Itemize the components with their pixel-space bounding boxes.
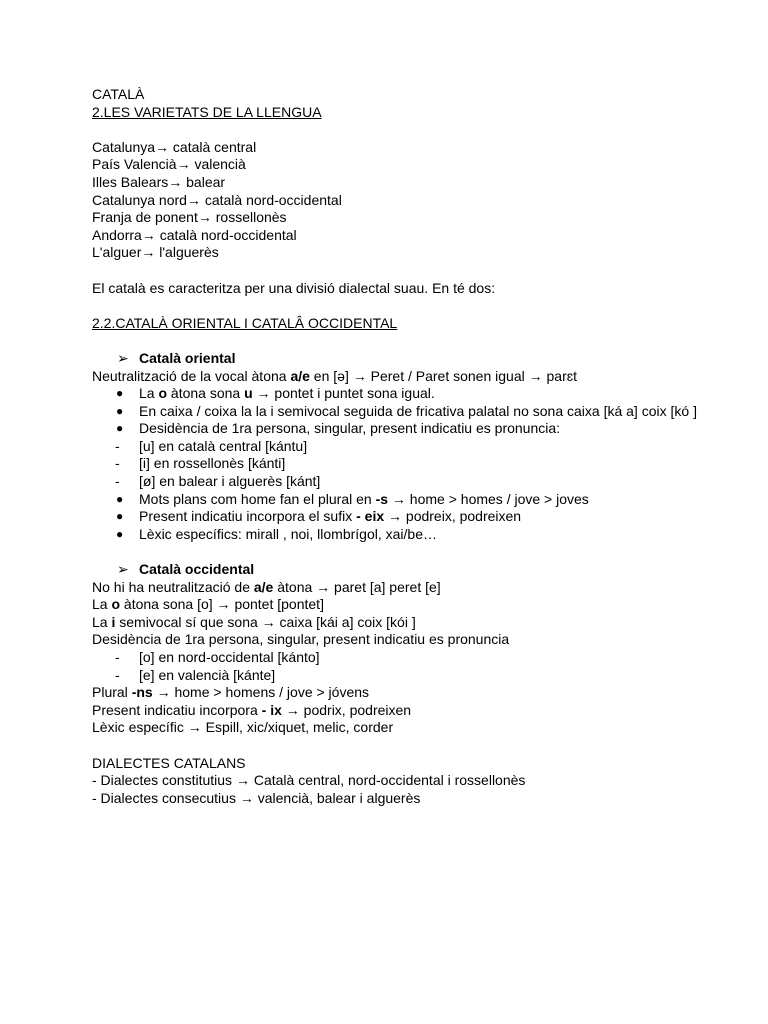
- occidental-line: [92, 702, 692, 720]
- dash-text: [e] en valencià [kánte]: [139, 666, 276, 683]
- bold-span: - eix: [356, 508, 385, 525]
- region-item: Catalunya nord→ català nord-occidental: [92, 191, 342, 208]
- bullet-item: [92, 403, 699, 421]
- spacer: [92, 543, 692, 561]
- text-span: àtona sona [o] → pontet [pontet]: [120, 596, 324, 613]
- text-span: Neutralització de la vocal àtona: [92, 367, 291, 384]
- text-span: → pontet i puntet sona igual.: [252, 385, 435, 402]
- bullet-item: [92, 420, 692, 438]
- region-item: Andorra→ català nord-occidental: [92, 226, 297, 243]
- bold-span: a/e: [290, 367, 310, 384]
- text-span: en [ə] → Peret / Paret sonen igual → parɛt: [309, 367, 578, 384]
- dialectes-heading: DIALECTES CATALANS: [92, 754, 246, 771]
- bullet-icon: ●: [116, 421, 124, 436]
- bullet-text: En caixa / coixa la la i semivocal seguida de fricativa palatal no sona caixa [ká a] coix [kó ]: [139, 402, 697, 419]
- bold-span: -ns: [131, 684, 153, 701]
- section-heading-varietats: 2.LES VARIETATS DE LA LLENGUA: [92, 103, 322, 120]
- text-span: àtona sona: [167, 385, 245, 402]
- section-heading-oriental-occidental: 2.2.CATALÀ ORIENTAL I CATALÂ OCCIDENTAL: [92, 314, 398, 331]
- bullet-text: [139, 491, 589, 509]
- bold-span: i: [111, 613, 116, 630]
- region-item: Franja de ponent→ rossellonès: [92, 209, 287, 226]
- region-item: L'alguer→ l'alguerès: [92, 244, 219, 261]
- bold-span: a/e: [253, 578, 274, 595]
- dash-item: [92, 473, 692, 491]
- dash-text: [i] en rossellonès [kánti]: [139, 455, 286, 472]
- spacer: [92, 737, 692, 755]
- bold-span: - ix: [261, 701, 282, 718]
- region-item: País Valencià→ valencià: [92, 156, 246, 173]
- bullet-item: [92, 526, 692, 544]
- dash-marker: -: [115, 437, 120, 454]
- bullet-text: Lèxic específics: mirall , noi, llombrígol, xai/be…: [139, 525, 437, 542]
- bullet-text: Desidència de 1ra persona, singular, present indicatiu es pronuncia:: [139, 420, 561, 437]
- dash-text: [u] en català central [kántu]: [139, 437, 308, 454]
- text-span: → home > homes / jove > joves: [388, 490, 589, 507]
- bold-span: o: [111, 596, 121, 613]
- spacer: [92, 297, 692, 315]
- dialectes-line: - Dialectes consecutius → valencià, balear i alguerès: [92, 789, 421, 806]
- bullet-text: [139, 385, 435, 403]
- text-span: → podrix, podreixen: [281, 701, 412, 718]
- bullet-icon: ●: [116, 509, 124, 524]
- dash-marker: -: [115, 666, 120, 683]
- text-span: semivocal sí que sona → caixa [kái a] coix [kói ]: [115, 613, 416, 630]
- text-span: Mots plans com home fan el plural en: [139, 490, 376, 507]
- bullet-item: [92, 508, 692, 526]
- bullet-icon: ●: [116, 491, 124, 506]
- occidental-line: [92, 614, 692, 632]
- subheading-oriental: [92, 350, 692, 368]
- dash-item: [92, 455, 692, 473]
- occidental-line: [92, 579, 692, 597]
- bullet-item: [92, 491, 692, 509]
- subheading-occidental-label: Català occidental: [139, 561, 255, 578]
- text-span: No hi ha neutralització de: [92, 578, 254, 595]
- occidental-line: [92, 596, 692, 614]
- dialectes-line: - Dialectes constitutius → Català central, nord-occidental i rossellonès: [92, 772, 526, 789]
- dash-item: [92, 667, 692, 685]
- occidental-line: Desidència de 1ra persona, singular, present indicatiu es pronuncia: [92, 631, 510, 648]
- dash-marker: -: [115, 649, 120, 665]
- text-span: → podreix, podreixen: [384, 508, 522, 525]
- bullet-icon: ●: [116, 386, 124, 401]
- document-title: CATALÀ: [92, 86, 145, 102]
- bold-span: u: [244, 385, 253, 402]
- bold-span: -s: [375, 490, 389, 507]
- region-item: Illes Balears→ balear: [92, 173, 226, 190]
- text-span: Plural: [92, 684, 132, 701]
- bullet-item: [92, 385, 692, 403]
- subheading-occidental: [92, 561, 692, 579]
- dash-marker: -: [115, 455, 120, 472]
- occidental-line: Lèxic específic → Espill, xic/xiquet, melic, corder: [92, 719, 394, 736]
- text-span: Present indicatiu incorpora el sufix: [139, 508, 357, 525]
- dash-item: [92, 649, 692, 667]
- dash-marker: -: [115, 473, 120, 490]
- text-span: La: [92, 596, 112, 613]
- regions-list: [92, 139, 692, 262]
- text-span: àtona → paret [a] peret [e]: [273, 578, 441, 595]
- region-item: Catalunya→ català central: [92, 138, 257, 155]
- document-page: [92, 86, 697, 807]
- text-span: La: [92, 613, 112, 630]
- text-span: → home > homens / jove > jóvens: [152, 684, 370, 701]
- arrow-bullet-icon: ➢: [117, 349, 129, 366]
- bold-span: o: [158, 385, 168, 402]
- occidental-line: [92, 684, 692, 702]
- bullet-icon: ●: [116, 526, 124, 541]
- arrow-bullet-icon: ➢: [117, 561, 129, 578]
- bullet-icon: ●: [116, 403, 124, 418]
- dash-text: [ø] en balear i alguerès [kánt]: [139, 473, 321, 490]
- spacer: [92, 332, 692, 350]
- text-span: Present indicatiu incorpora: [92, 701, 262, 718]
- subheading-oriental-label: Català oriental: [139, 349, 236, 366]
- bullet-text: [139, 508, 521, 526]
- spacer: [92, 262, 692, 280]
- intro-sentence: El català es caracteritza per una divisió dialectal suau. En té dos:: [92, 279, 496, 296]
- dash-text: [o] en nord-occidental [kánto]: [139, 649, 320, 665]
- dash-item: [92, 438, 692, 456]
- text-span: La: [139, 385, 159, 402]
- oriental-neutralization: [92, 368, 692, 386]
- spacer: [92, 121, 692, 139]
